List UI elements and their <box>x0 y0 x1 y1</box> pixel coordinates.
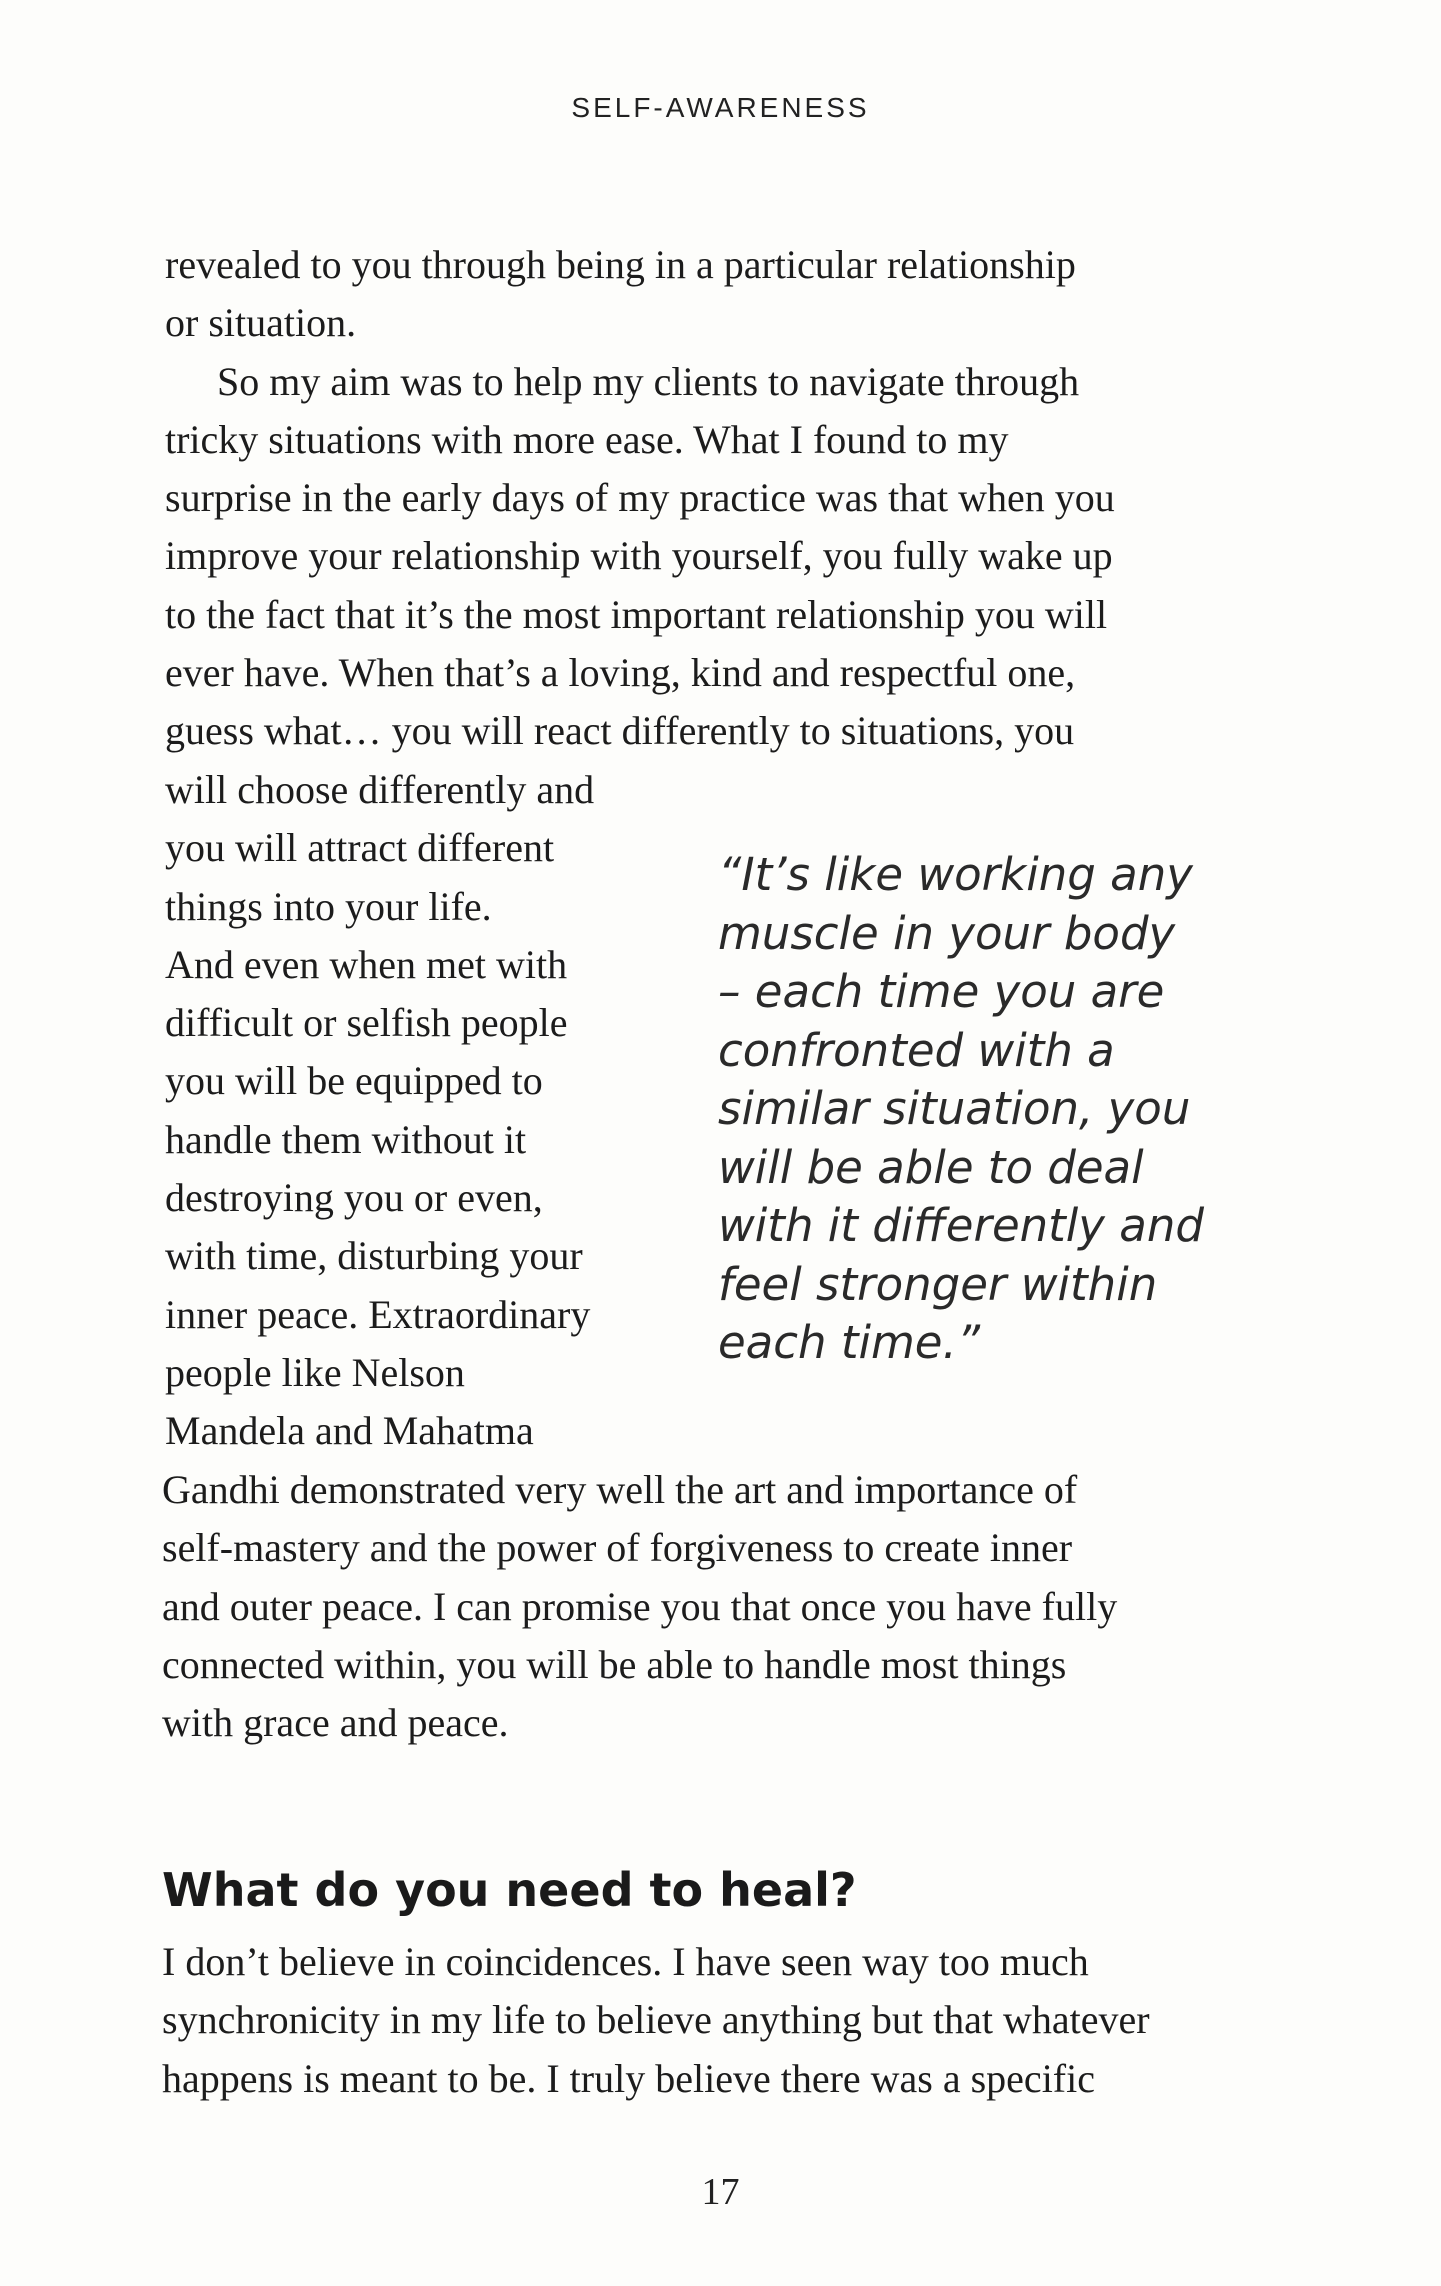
text-line: happens is meant to be. I truly believe there was a specific <box>162 2055 1095 2101</box>
quote-line: each time.” <box>718 1316 981 1369</box>
text-line: ever have. When that’s a loving, kind and respectful one, <box>165 650 1076 696</box>
closing-paragraph <box>162 1461 1302 1752</box>
quote-line: similar situation, you <box>718 1082 1191 1135</box>
text-line: synchronicity in my life to believe anything but that whatever <box>162 1997 1150 2043</box>
page-number: 17 <box>701 2171 740 2213</box>
text-line: with grace and peace. <box>162 1700 509 1746</box>
wrapped-text-column <box>165 761 675 1461</box>
text-line: Mandela and Mahatma <box>165 1408 534 1454</box>
text-line: Gandhi demonstrated very well the art and importance of <box>162 1467 1078 1512</box>
text-line: inner peace. Extraordinary <box>165 1291 591 1337</box>
pull-quote <box>718 846 1318 1373</box>
text-line: So my aim was to help my clients to navigate through <box>217 358 1080 404</box>
section-paragraph <box>162 1933 1302 2108</box>
text-line: or situation. <box>165 300 357 346</box>
text-line: things into your life. <box>165 883 492 929</box>
text-line: with time, disturbing your <box>165 1233 583 1279</box>
section-heading: What do you need to heal? <box>162 1863 857 1917</box>
text-line: surprise in the early days of my practice was that when you <box>165 475 1115 521</box>
quote-line: “It’s like working any <box>718 848 1193 901</box>
text-line: improve your relationship with yourself, you fully wake up <box>165 533 1113 579</box>
quote-line: muscle in your body <box>718 906 1176 960</box>
text-line: difficult or selfish people <box>165 1000 568 1046</box>
text-line: people like Nelson <box>165 1349 465 1395</box>
text-line: handle them without it <box>165 1116 527 1162</box>
quote-line: feel stronger within <box>718 1257 1158 1311</box>
opening-paragraphs <box>165 236 1295 761</box>
text-line: connected within, you will be able to handle most things <box>162 1641 1067 1687</box>
quote-line: will be able to deal <box>718 1140 1144 1194</box>
text-line: self-mastery and the power of forgiveness to create inner <box>162 1525 1073 1571</box>
text-line: guess what… you will react differently to situations, you <box>165 708 1075 754</box>
quote-line: with it differently and <box>718 1199 1204 1252</box>
text-line: will choose differently and <box>165 767 595 812</box>
text-line: tricky situations with more ease. What I found to my <box>165 416 1009 462</box>
text-line: to the fact that it’s the most important relationship you will <box>165 591 1108 637</box>
text-line: destroying you or even, <box>165 1175 543 1221</box>
quote-line: – each time you are <box>718 965 1165 1018</box>
running-head: SELF-AWARENESS <box>571 92 870 123</box>
text-line: And even when met with <box>165 941 568 987</box>
text-line: revealed to you through being in a particular relationship <box>165 242 1076 287</box>
text-line: you will be equipped to <box>165 1058 543 1104</box>
text-line: I don’t believe in coincidences. I have seen way too much <box>162 1939 1089 1984</box>
text-line: and outer peace. I can promise you that once you have fully <box>162 1583 1118 1629</box>
quote-line: confronted with a <box>718 1023 1115 1077</box>
text-line: you will attract different <box>165 825 555 871</box>
